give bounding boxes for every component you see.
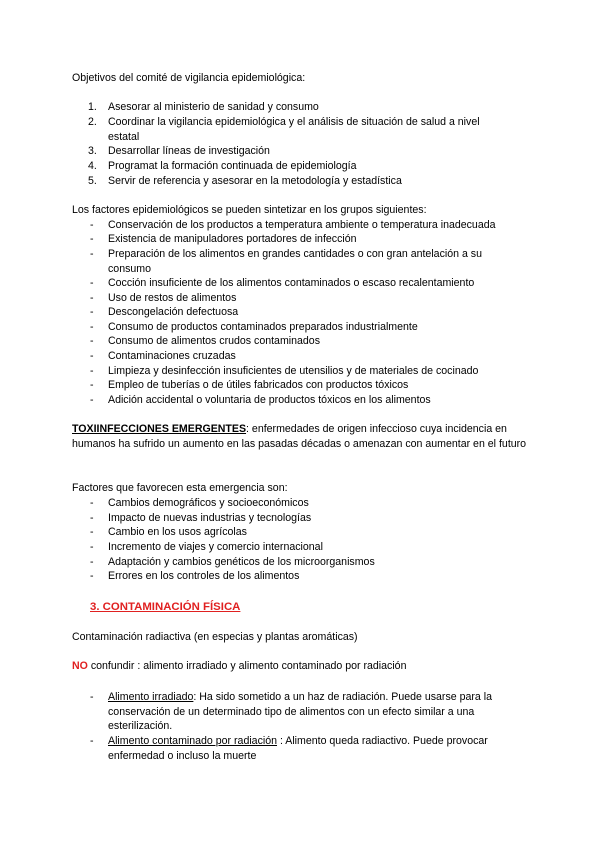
toxi-term: TOXIINFECCIONES EMERGENTES (72, 423, 247, 435)
item-text: Existencia de manipuladores portadores de infección (108, 233, 357, 245)
item-text: Preparación de los alimentos en grandes cantidades o con gran antelación a su consumo (108, 248, 482, 275)
item-text: Servir de referencia y asesorar en la metodología y estadística (108, 175, 402, 187)
item-text: Conservación de los productos a temperatura ambiente o temperatura inadecuada (108, 219, 496, 231)
item-text: Asesorar al ministerio de sanidad y consumo (108, 101, 319, 113)
section-title: 3. CONTAMINACIÓN FÍSICA (90, 601, 241, 613)
item-text: Contaminaciones cruzadas (108, 350, 236, 362)
def-term: Alimento irradiado (108, 691, 194, 703)
toxi-definition: : enfermedades de origen infeccioso cuya incidencia en humanos ha sufrido un aumento en las pasadas décadas o amenazan con aumentar en el futuro (72, 423, 527, 450)
item-number: 4. (88, 160, 97, 172)
item-text: Consumo de productos contaminados preparados industrialmente (108, 321, 418, 333)
item-text: Programat la formación continuada de epidemiología (108, 160, 357, 172)
def-text: : Alimento queda radiactivo. Puede provocar enfermedad o incluso la muerte (108, 735, 488, 762)
item-text: Impacto de nuevas industrias y tecnologías (108, 512, 312, 524)
item-text: Consumo de alimentos crudos contaminados (108, 335, 320, 347)
item-text: Empleo de tuberías o de útiles fabricados con productos tóxicos (108, 379, 409, 391)
toxi-paragraph (72, 422, 534, 451)
objectives-heading: Objetivos del comité de vigilancia epidemiológica: (72, 72, 306, 84)
item-text: Errores en los controles de los alimentos (108, 570, 300, 582)
factors-heading: Los factores epidemiológicos se pueden sintetizar en los grupos siguientes: (72, 204, 427, 216)
item-text: Uso de restos de alimentos (108, 292, 237, 304)
item-number: 2. (88, 116, 97, 128)
no-word: NO (72, 660, 88, 672)
no-paragraph (72, 659, 530, 674)
no-rest: confundir : alimento irradiado y alimento contaminado por radiación (87, 660, 407, 672)
item-text: Adaptación y cambios genéticos de los microorganismos (108, 556, 375, 568)
item-text: Incremento de viajes y comercio internacional (108, 541, 323, 553)
radio-paragraph: Contaminación radiactiva (en especias y plantas aromáticas) (72, 631, 358, 643)
item-text: Coordinar la vigilancia epidemiológica y el análisis de situación de salud a nivel estatal (108, 116, 480, 143)
def-text: : Ha sido sometido a un haz de radiación. Puede usarse para la conservación de un determinado tipo de alimentos con un efecto similar a una esterilización. (108, 691, 492, 733)
item-number: 5. (88, 175, 97, 187)
def-term: Alimento contaminado por radiación (108, 735, 278, 747)
favor-heading: Factores que favorecen esta emergencia son: (72, 482, 288, 494)
item-text: Cocción insuficiente de los alimentos contaminados o escaso recalentamiento (108, 277, 475, 289)
item-number: 3. (88, 145, 97, 157)
item-text: Cambios demográficos y socioeconómicos (108, 497, 309, 509)
item-text: Adición accidental o voluntaria de productos tóxicos en los alimentos (108, 394, 431, 406)
item-text: Cambio en los usos agrícolas (108, 526, 247, 538)
item-text: Limpieza y desinfección insuficientes de utensilios y de materiales de cocinado (108, 365, 479, 377)
item-text: Desarrollar líneas de investigación (108, 145, 270, 157)
item-text: Descongelación defectuosa (108, 306, 239, 318)
item-number: 1. (88, 101, 97, 113)
